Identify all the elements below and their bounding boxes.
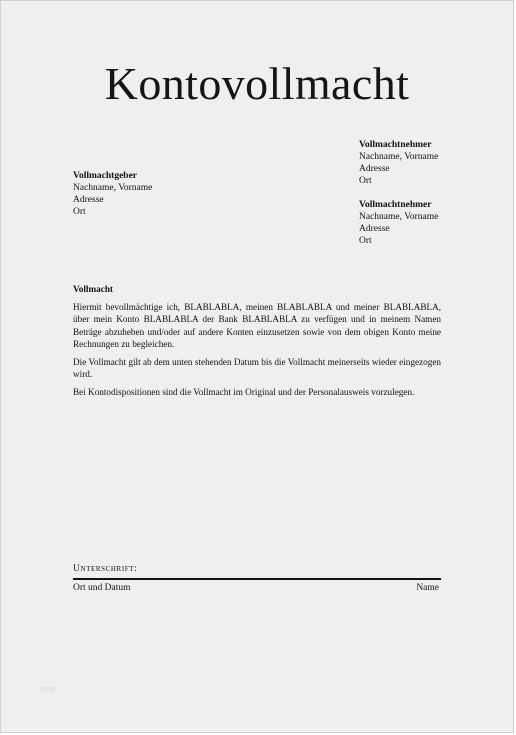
recipient-name: Nachname, Vorname <box>359 212 439 222</box>
grantor-block <box>73 170 152 218</box>
recipient-address: Adresse <box>359 224 390 234</box>
recipient-city: Ort <box>359 176 372 186</box>
signature-caption: Unterschrift: <box>73 564 138 574</box>
grantor-address: Adresse <box>73 195 104 205</box>
recipient-city: Ort <box>359 236 372 246</box>
signature-place-date-label: Ort und Datum <box>73 583 131 593</box>
section-title: Vollmacht <box>73 284 113 294</box>
recipient-block-2 <box>359 199 438 247</box>
signature-line <box>73 578 441 580</box>
recipient-block-1 <box>359 139 438 187</box>
grantor-city: Ort <box>73 207 86 217</box>
recipient-name: Nachname, Vorname <box>359 152 439 162</box>
recipient-address: Adresse <box>359 164 390 174</box>
recipient-heading: Vollmachtnehmer <box>359 200 432 210</box>
watermark: http <box>41 685 57 694</box>
authorization-paragraph-2: Die Vollmacht gilt ab dem unten stehenden Datum bis die Vollmacht meinerseits wieder eingezogen wird. <box>73 357 441 380</box>
authorization-paragraph-3: Bei Kontodispositionen sind die Vollmacht im Original und der Personalausweis vorzulegen. <box>73 387 415 398</box>
grantor-name: Nachname, Vorname <box>73 183 153 193</box>
grantor-heading: Vollmachtgeber <box>73 171 138 181</box>
recipient-heading: Vollmachtnehmer <box>359 140 432 150</box>
authorization-paragraph-1: Hiermit bevollmächtige ich, BLABLABLA, meinen BLABLABLA und meiner BLABLABLA, über mein Konto BLABLABLA der Bank BLABLABLA zu verfügen und in meinem Namen Beträge abzuheben und/oder auf andere Konten einzusetzen sowie von dem obigen Konto meine Rechnungen zu begleichen. <box>73 302 441 349</box>
signature-name-label: Name <box>416 583 439 593</box>
document-title: Kontovollmacht <box>104 58 410 109</box>
authorization-section <box>73 283 441 405</box>
